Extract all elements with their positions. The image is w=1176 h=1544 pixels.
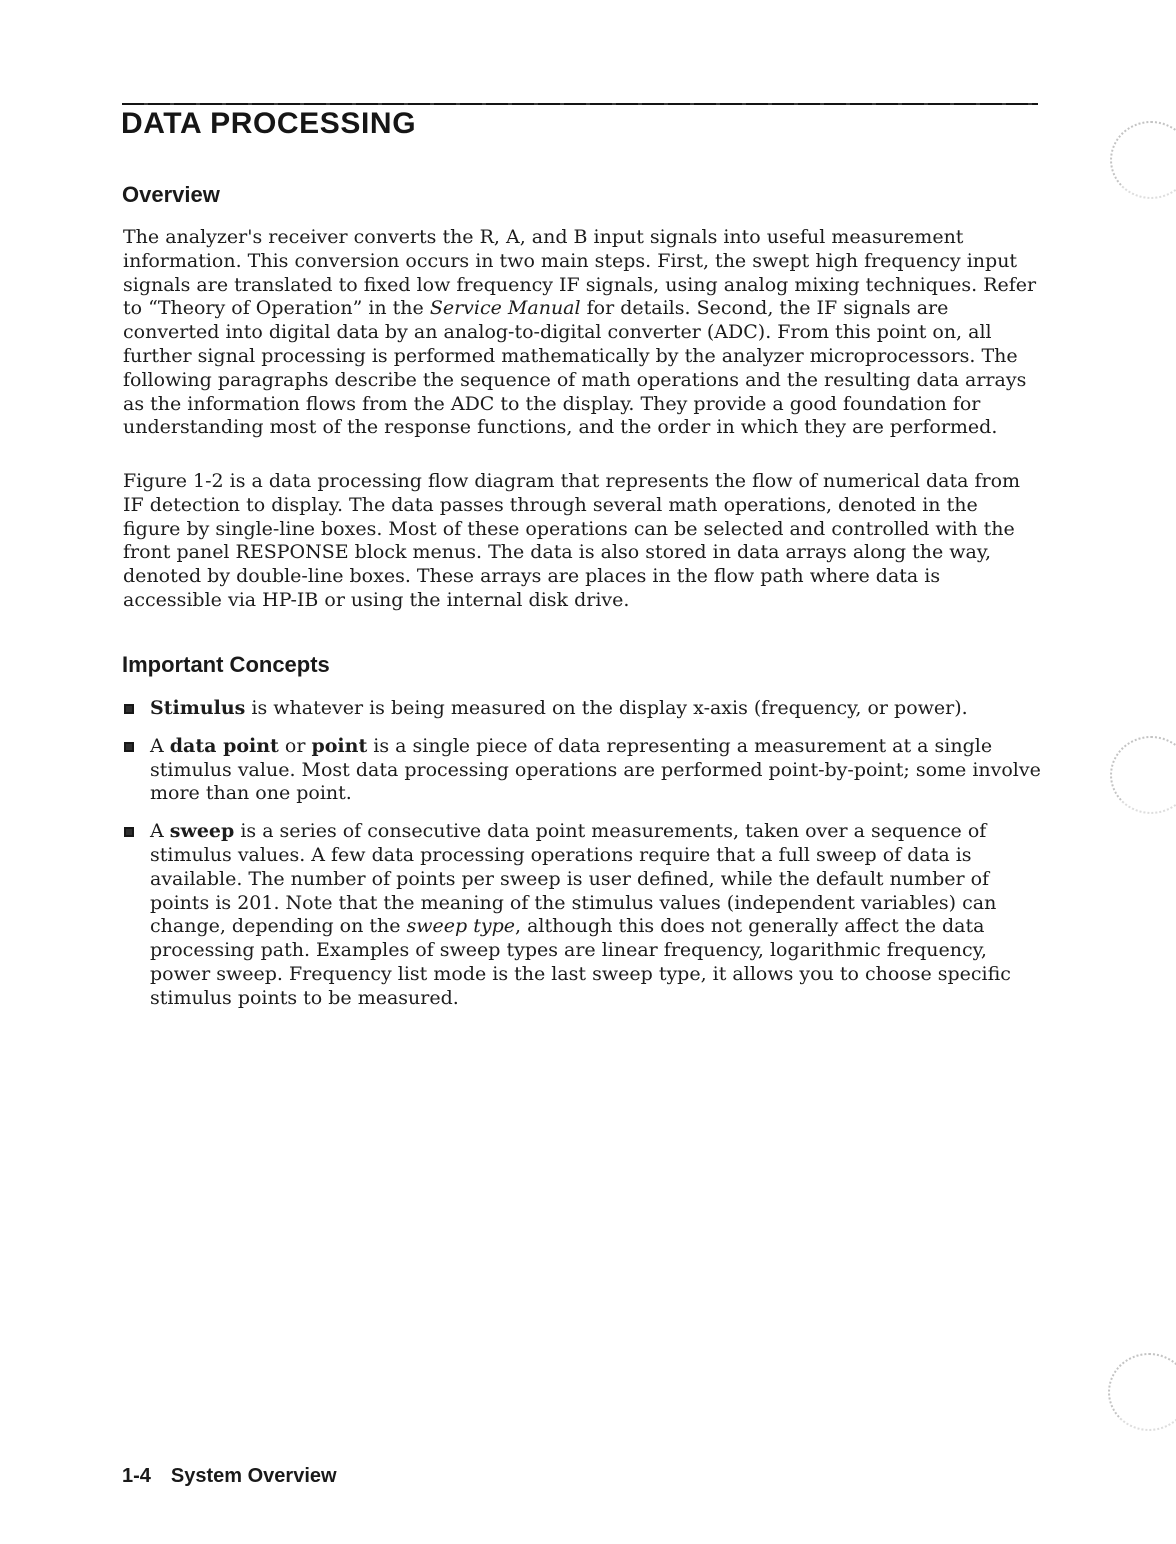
concepts-bullet-list xyxy=(123,697,1045,1025)
bullet-text: A xyxy=(150,820,170,843)
term-stimulus: Stimulus xyxy=(150,697,246,719)
footer-section-title: System Overview xyxy=(170,1465,337,1487)
term-point: point xyxy=(311,734,368,757)
punch-hole-artifact xyxy=(1110,736,1176,814)
term-data-point: data point xyxy=(169,734,279,757)
paragraph-text: for details. Second, the IF signals are converted into digital data by an analog-to-digital converter (ADC). From this point on, all further signal processing is performed mathematically by the analyzer microprocessors. The following paragraphs describe the sequence of math operations and the resulting data arrays as the information flows from the ADC to the display. They provide a good foundation for understanding most of the response functions, and the order in which they are performed. xyxy=(123,297,1027,439)
horizontal-rule xyxy=(122,103,1038,105)
section-heading-overview: Overview xyxy=(122,182,220,207)
bullet-text: is a series of consecutive data point measurements, taken over a sequence of stimulus values. A few data processing operations require that a full sweep of data is available. The number of points per sweep is user defined, while the default number of points is 201. Note that the meaning of the stimulus values (independent variables) can change, depending on the xyxy=(150,820,997,938)
bullet-text: or xyxy=(278,734,312,757)
list-item-data-point xyxy=(123,735,1045,806)
bullet-text: , although this does not generally affect the data processing path. Examples of sweep types are linear frequency, logarithmic frequency, power sweep. Frequency list mode is the last sweep type, it allows you to choose specific stimulus points to be measured. xyxy=(150,915,1011,1009)
list-item-stimulus xyxy=(123,697,1045,721)
section-heading-important-concepts: Important Concepts xyxy=(122,652,330,677)
square-bullet-icon xyxy=(124,827,134,837)
footer-page-number: 1-4 xyxy=(122,1465,151,1487)
italic-book-title: Service Manual xyxy=(429,297,581,320)
page-footer xyxy=(122,1465,337,1488)
bullet-text: A xyxy=(150,734,170,757)
overview-paragraph-2: Figure 1-2 is a data processing flow diagram that represents the flow of numerical data from IF detection to display. The data passes through several math operations, denoted in the figure by single-line boxes. Most of these operations can be selected and controlled with the front panel RESPONSE block menus. The data is also stored in data arrays along the way, denoted by double-line boxes. These arrays are places in the flow path where data is accessible via HP-IB or using the internal disk drive. xyxy=(123,470,1021,611)
page-title: DATA PROCESSING xyxy=(121,107,417,140)
punch-hole-artifact xyxy=(1110,121,1176,199)
overview-paragraph-1 xyxy=(123,226,1041,440)
term-sweep-type: sweep type xyxy=(406,915,516,938)
term-sweep: sweep xyxy=(169,820,235,843)
paragraph-text: The analyzer's receiver converts the R, A, and B input signals into useful measurement information. This conversion occurs in two main steps. First, the swept high frequency input signals are translated to fixed low frequency IF signals, using analog mixing techniques. Refer to “Theory of Operation” in the xyxy=(123,226,1037,320)
bullet-text: is whatever is being measured on the display x-axis (frequency, or power). xyxy=(245,697,968,719)
list-item-sweep xyxy=(123,820,1045,1010)
punch-hole-artifact xyxy=(1108,1353,1176,1431)
bullet-text: is a single piece of data representing a measurement at a single stimulus value. Most data processing operations are performed point-by-point; some involve more than one point. xyxy=(150,734,1041,805)
square-bullet-icon xyxy=(124,742,134,752)
square-bullet-icon xyxy=(124,704,134,714)
